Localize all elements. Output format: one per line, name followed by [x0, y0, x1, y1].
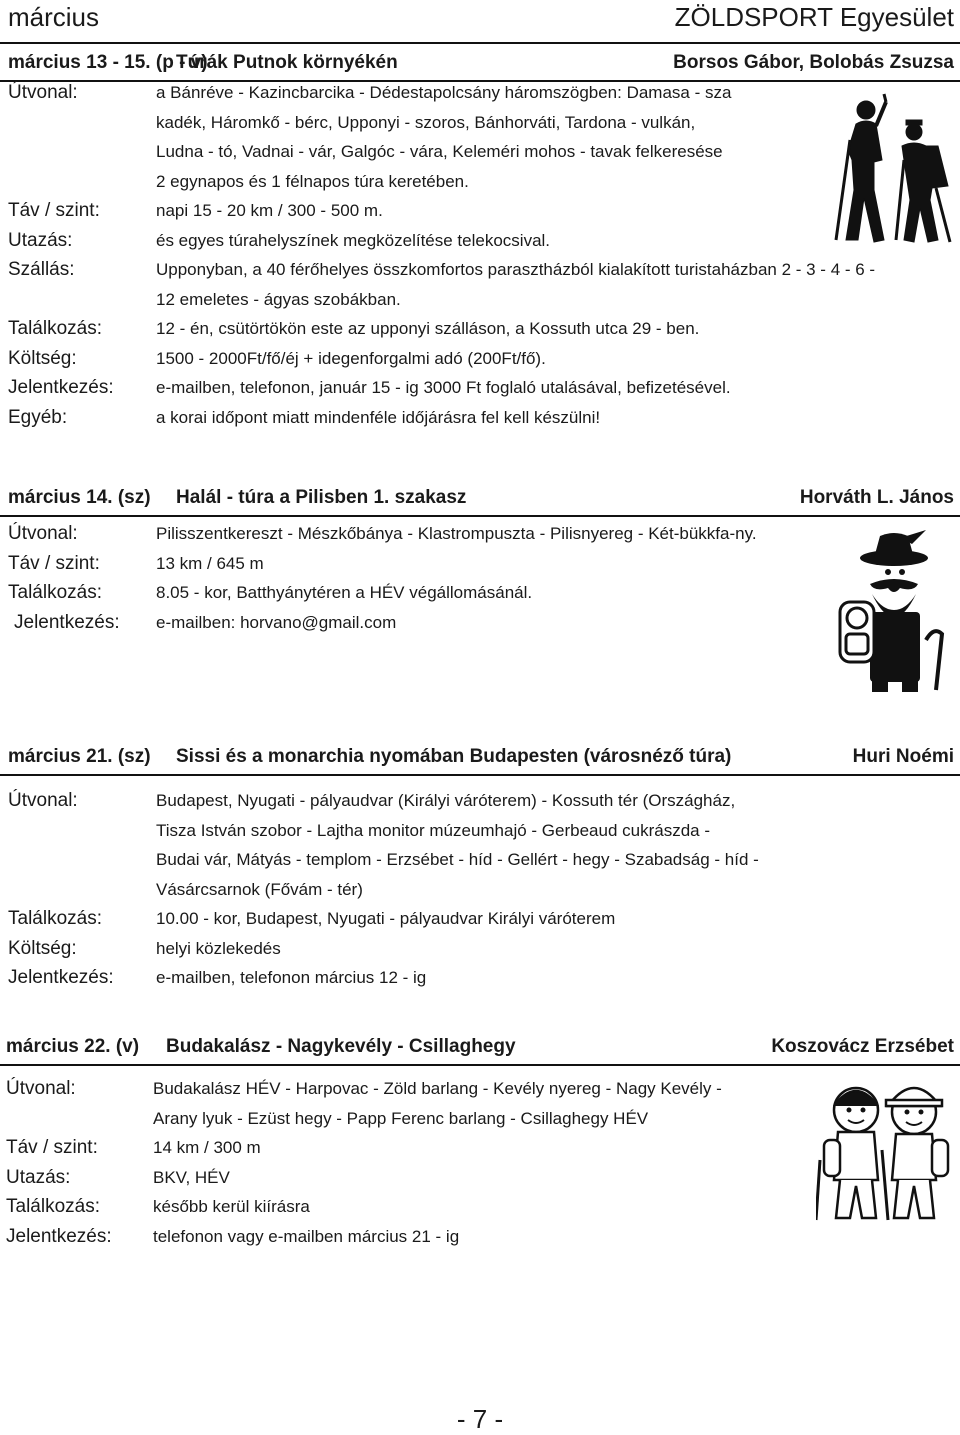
page-number: - 7 -	[456, 1404, 504, 1434]
field-value: 10.00 - kor, Budapest, Nyugati - pályaudvar Királyi váróterem	[156, 909, 616, 928]
field-travel	[0, 226, 960, 256]
event-title-row	[0, 48, 960, 80]
event-title-row	[0, 742, 960, 774]
event-title-row	[0, 483, 960, 515]
field-label: Egyéb:	[8, 406, 68, 428]
field-registration	[0, 608, 960, 638]
value-line: Upponyban, a 40 férőhelyes összkomfortos parasztházból kialakított turistaházban 2 - 3 - 4 - 6 -	[156, 260, 876, 279]
field-value	[156, 786, 820, 904]
event-3	[0, 742, 960, 989]
field-value: 13 km / 645 m	[156, 553, 264, 573]
field-label: Költség:	[8, 937, 77, 959]
event-rule	[0, 515, 960, 517]
value-line: Tisza István szobor - Lajtha monitor múzeumhajó - Gerbeaud cukrászda -	[156, 820, 711, 840]
field-label: Találkozás:	[8, 318, 102, 339]
field-value: BKV, HÉV	[153, 1167, 230, 1187]
header-org: ZÖLDSPORT Egyesület	[674, 2, 954, 32]
field-registration	[0, 963, 960, 993]
event-1	[0, 48, 960, 442]
field-label: Utazás:	[8, 229, 73, 251]
field-value: e-mailben: horvano@gmail.com	[156, 612, 397, 632]
field-value: később kerül kiírásra	[153, 1197, 310, 1216]
field-value: a korai időpont miatt mindenféle időjárásra fel kell készülni!	[156, 407, 601, 427]
field-value: e-mailben, telefonon március 12 - ig	[156, 968, 427, 987]
field-value: napi 15 - 20 km / 300 - 500 m.	[156, 201, 383, 220]
event-leader: Koszovácz Erzsébet	[771, 1036, 954, 1057]
field-label: Találkozás:	[8, 908, 102, 929]
event-title: Budakalász - Nagykevély - Csillaghegy	[166, 1036, 516, 1057]
field-label: Utazás:	[6, 1166, 71, 1188]
event-date: március 14. (sz)	[8, 487, 151, 508]
field-registration	[0, 373, 960, 403]
field-value: helyi közlekedés	[156, 938, 281, 958]
field-label: Útvonal:	[6, 1078, 76, 1099]
event-title: Túrák Putnok környékén	[176, 52, 398, 73]
event-leader: Borsos Gábor, Bolobás Zsuzsa	[673, 52, 954, 73]
field-cost	[0, 344, 960, 374]
field-value: 1500 - 2000Ft/fő/éj + idegenforgalmi adó (200Ft/fő).	[156, 348, 546, 368]
field-meeting	[0, 904, 960, 934]
value-line: 12 emeletes - ágyas szobákban.	[156, 289, 401, 309]
event-title: Sissi és a monarchia nyomában Budapesten (városnéző túra)	[176, 746, 732, 767]
event-2	[0, 483, 960, 641]
field-route	[0, 78, 960, 196]
event-date: március 13 - 15. (p - v)	[8, 52, 208, 73]
field-value: és egyes túrahelyszínek megközelítése telekocsival.	[156, 230, 551, 250]
field-label: Táv / szint:	[8, 552, 100, 574]
event-date: március 21. (sz)	[8, 746, 151, 767]
field-value: e-mailben, telefonon, január 15 - ig 3000 Ft foglaló utalásával, befizetésével.	[156, 378, 731, 397]
hikers-illustration	[826, 90, 956, 250]
value-line: a Bánréve - Kazincbarcika - Dédestapolcsány háromszögben: Damasa - sza	[156, 83, 732, 102]
field-label: Jelentkezés:	[8, 967, 114, 988]
header-rule	[0, 42, 960, 44]
header-month: március	[8, 2, 100, 32]
bearded-hiker-illustration	[830, 530, 956, 696]
field-value	[156, 255, 960, 314]
value-line: Budai vár, Mátyás - templom - Erzsébet - híd - Gellért - hegy - Szabadság - híd -	[156, 850, 759, 869]
field-route	[0, 786, 960, 904]
event-leader: Horváth L. János	[799, 487, 954, 508]
field-value: Pilisszentkereszt - Mészkőbánya - Klastrompuszta - Pilisnyereg - Két-bükkfa-ny.	[156, 524, 757, 543]
field-route	[0, 519, 960, 549]
field-value: telefonon vagy e-mailben március 21 - ig	[153, 1226, 460, 1246]
value-line: Vásárcsarnok (Fővám - tér)	[156, 879, 363, 899]
field-label: Jelentkezés:	[6, 1225, 112, 1247]
event-date: március 22. (v)	[6, 1036, 140, 1057]
kid-hikers-illustration	[816, 1070, 956, 1230]
field-label: Táv / szint:	[8, 200, 100, 221]
event-leader: Huri Noémi	[852, 746, 954, 767]
field-label: Jelentkezés:	[8, 377, 114, 398]
field-value	[153, 1074, 817, 1133]
field-value: 12 - én, csütörtökön este az upponyi szálláson, a Kossuth utca 29 - ben.	[156, 319, 700, 338]
field-meeting	[0, 578, 960, 608]
field-distance	[0, 196, 960, 226]
field-cost	[0, 934, 960, 964]
field-meeting	[0, 314, 960, 344]
field-label: Találkozás:	[6, 1196, 100, 1217]
page-header	[0, 0, 960, 44]
field-label: Útvonal:	[8, 523, 78, 544]
field-value: 14 km / 300 m	[153, 1138, 261, 1157]
field-label: Táv / szint:	[6, 1137, 98, 1158]
value-line: Budakalász HÉV - Harpovac - Zöld barlang - Kevély nyereg - Nagy Kevély -	[153, 1079, 722, 1098]
value-line: kadék, Háromkő - bérc, Upponyi - szoros, Bánhorváti, Tardona - vulkán,	[156, 112, 696, 132]
field-label: Útvonal:	[8, 82, 78, 103]
field-other	[0, 403, 960, 433]
field-label: Költség:	[8, 347, 77, 369]
field-label: Jelentkezés:	[14, 611, 120, 633]
value-line: 2 egynapos és 1 félnapos túra keretében.	[156, 171, 469, 191]
field-accommodation	[0, 255, 960, 314]
event-rule	[0, 774, 960, 776]
field-label: Szállás:	[8, 259, 75, 280]
field-label: Találkozás:	[8, 582, 102, 603]
field-value	[156, 78, 818, 196]
event-title-row	[0, 1032, 960, 1064]
event-rule	[0, 1064, 960, 1066]
field-value: 8.05 - kor, Batthyánytéren a HÉV végállomásánál.	[156, 583, 533, 602]
event-title: Halál - túra a Pilisben 1. szakasz	[176, 487, 467, 508]
value-line: Ludna - tó, Vadnai - vár, Galgóc - vára, Keleméri mohos - tavak felkeresése	[156, 142, 723, 161]
field-label: Útvonal:	[8, 790, 78, 811]
field-distance	[0, 549, 960, 579]
value-line: Arany lyuk - Ezüst hegy - Papp Ferenc barlang - Csillaghegy HÉV	[153, 1108, 649, 1128]
value-line: Budapest, Nyugati - pályaudvar (Királyi váróterem) - Kossuth tér (Országház,	[156, 791, 736, 810]
